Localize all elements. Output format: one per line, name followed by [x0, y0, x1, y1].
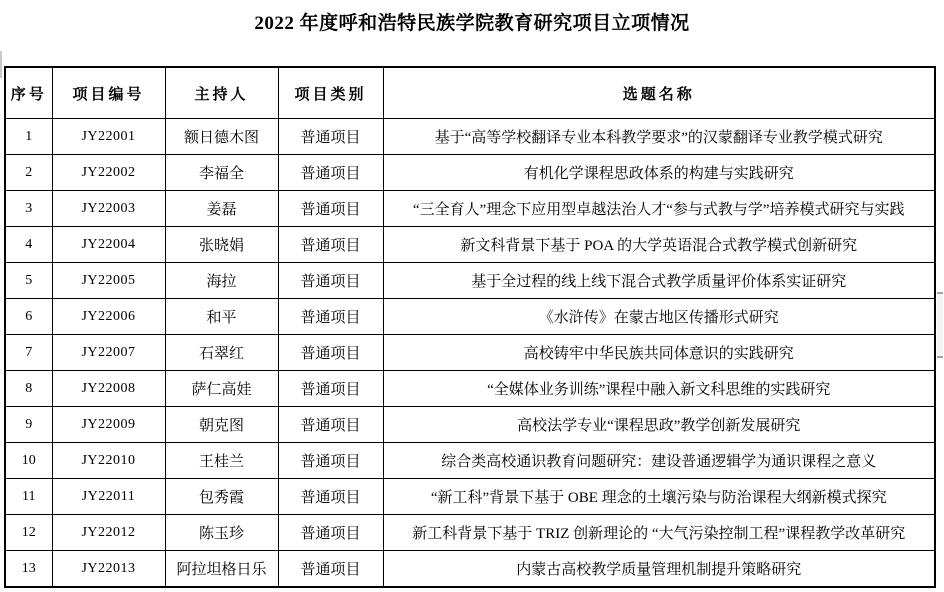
cell-project-code: JY22013: [52, 551, 165, 588]
cell-project-code: JY22011: [52, 479, 165, 515]
table-row: [5, 263, 935, 299]
page-edge-artifact: [0, 51, 2, 78]
cell-serial-number: 2: [5, 155, 52, 191]
table-row: [5, 515, 935, 551]
cell-topic-name: [383, 515, 935, 551]
cell-project-code: JY22001: [52, 119, 165, 155]
table-header-row: [5, 67, 935, 119]
topic-text: “全媒体业务训练”课程中融入新文科思维的实践研究: [487, 382, 831, 398]
cell-project-leader: 和平: [165, 299, 278, 335]
cell-project-leader: 萨仁高娃: [165, 371, 278, 407]
vertical-scrollbar-thumb[interactable]: [937, 292, 943, 358]
cell-serial-number: 8: [5, 371, 52, 407]
cell-serial-number: 9: [5, 407, 52, 443]
cell-project-leader: 海拉: [165, 263, 278, 299]
cell-serial-number: 7: [5, 335, 52, 371]
cell-project-code: JY22010: [52, 443, 165, 479]
table-row: [5, 551, 935, 588]
topic-text: 有机化学课程思政体系的构建与实践研究: [523, 166, 794, 182]
cell-project-code: JY22003: [52, 191, 165, 227]
cell-project-code: JY22009: [52, 407, 165, 443]
cell-project-code: JY22002: [52, 155, 165, 191]
cell-project-type: 普通项目: [278, 299, 383, 335]
topic-text: “新工科”背景下基于 OBE 理念的土壤污染与防治课程大纲新模式探究: [430, 490, 887, 506]
cell-topic-name: [383, 335, 935, 371]
cell-topic-name: [383, 551, 935, 588]
cell-project-leader: 石翠红: [165, 335, 278, 371]
cell-serial-number: 3: [5, 191, 52, 227]
cell-project-type: 普通项目: [278, 479, 383, 515]
cell-project-code: JY22004: [52, 227, 165, 263]
table-row: [5, 155, 935, 191]
table-row: [5, 227, 935, 263]
cell-project-leader: 额日德木图: [165, 119, 278, 155]
cell-topic-name: [383, 299, 935, 335]
cell-project-leader: 王桂兰: [165, 443, 278, 479]
topic-text: 《水浒传》在蒙古地区传播形式研究: [538, 310, 779, 326]
topic-text: 综合类高校通识教育问题研究：建设普通逻辑学为通识课程之意义: [441, 454, 877, 470]
cell-project-leader: 朝克图: [165, 407, 278, 443]
cell-topic-name: [383, 119, 935, 155]
cell-project-type: 普通项目: [278, 155, 383, 191]
cell-project-code: JY22007: [52, 335, 165, 371]
cell-project-type: 普通项目: [278, 335, 383, 371]
cell-project-leader: 李福全: [165, 155, 278, 191]
table-row: [5, 443, 935, 479]
cell-project-code: JY22005: [52, 263, 165, 299]
cell-serial-number: 4: [5, 227, 52, 263]
projects-table: [4, 66, 936, 588]
table-row: [5, 407, 935, 443]
cell-project-leader: 姜磊: [165, 191, 278, 227]
cell-project-leader: 陈玉珍: [165, 515, 278, 551]
cell-topic-name: [383, 227, 935, 263]
cell-serial-number: 5: [5, 263, 52, 299]
cell-project-type: 普通项目: [278, 263, 383, 299]
cell-serial-number: 12: [5, 515, 52, 551]
table-row: [5, 119, 935, 155]
table-row: [5, 479, 935, 515]
cell-topic-name: [383, 191, 935, 227]
cell-project-type: 普通项目: [278, 551, 383, 588]
topic-text: 新文科背景下基于 POA 的大学英语混合式教学模式创新研究: [460, 238, 858, 254]
topic-text: 高校法学专业“课程思政”教学创新发展研究: [517, 418, 801, 434]
topic-text: 内蒙古高校教学质量管理机制提升策略研究: [516, 562, 802, 578]
table-row: [5, 191, 935, 227]
cell-serial-number: 11: [5, 479, 52, 515]
cell-project-leader: 阿拉坦格日乐: [165, 551, 278, 588]
cell-project-leader: 包秀霞: [165, 479, 278, 515]
cell-topic-name: [383, 371, 935, 407]
cell-project-code: JY22012: [52, 515, 165, 551]
cell-serial-number: 1: [5, 119, 52, 155]
topic-text: 基于全过程的线上线下混合式教学质量评价体系实证研究: [471, 274, 847, 290]
page-title: 2022 年度呼和浩特民族学院教育研究项目立项情况: [254, 13, 690, 34]
cell-project-type: 普通项目: [278, 407, 383, 443]
cell-serial-number: 6: [5, 299, 52, 335]
cell-project-code: JY22008: [52, 371, 165, 407]
topic-text: 基于“高等学校翻译专业本科教学要求”的汉蒙翻译专业教学模式研究: [434, 130, 883, 146]
cell-project-type: 普通项目: [278, 191, 383, 227]
cell-project-type: 普通项目: [278, 227, 383, 263]
header-topic-name: 选题名称: [383, 67, 935, 119]
cell-topic-name: [383, 155, 935, 191]
table-body: [5, 119, 935, 588]
cell-project-type: 普通项目: [278, 515, 383, 551]
cell-topic-name: [383, 479, 935, 515]
table-row: [5, 371, 935, 407]
header-serial-number: 序号: [5, 67, 52, 119]
cell-project-leader: 张晓娟: [165, 227, 278, 263]
cell-project-type: 普通项目: [278, 119, 383, 155]
cell-topic-name: [383, 263, 935, 299]
cell-project-type: 普通项目: [278, 443, 383, 479]
cell-project-type: 普通项目: [278, 371, 383, 407]
header-project-leader: 主持人: [165, 67, 278, 119]
topic-text: 新工科背景下基于 TRIZ 创新理论的 “大气污染控制工程”课程教学改革研究: [412, 526, 906, 542]
topic-text: 高校铸牢中华民族共同体意识的实践研究: [523, 346, 794, 362]
cell-topic-name: [383, 407, 935, 443]
topic-text: “三全育人”理念下应用型卓越法治人才“参与式教与学”培养模式研究与实践: [412, 202, 905, 218]
table-row: [5, 299, 935, 335]
cell-project-code: JY22006: [52, 299, 165, 335]
header-project-type: 项目类别: [278, 67, 383, 119]
cell-serial-number: 13: [5, 551, 52, 588]
header-project-code: 项目编号: [52, 67, 165, 119]
cell-topic-name: [383, 443, 935, 479]
cell-serial-number: 10: [5, 443, 52, 479]
table-row: [5, 335, 935, 371]
